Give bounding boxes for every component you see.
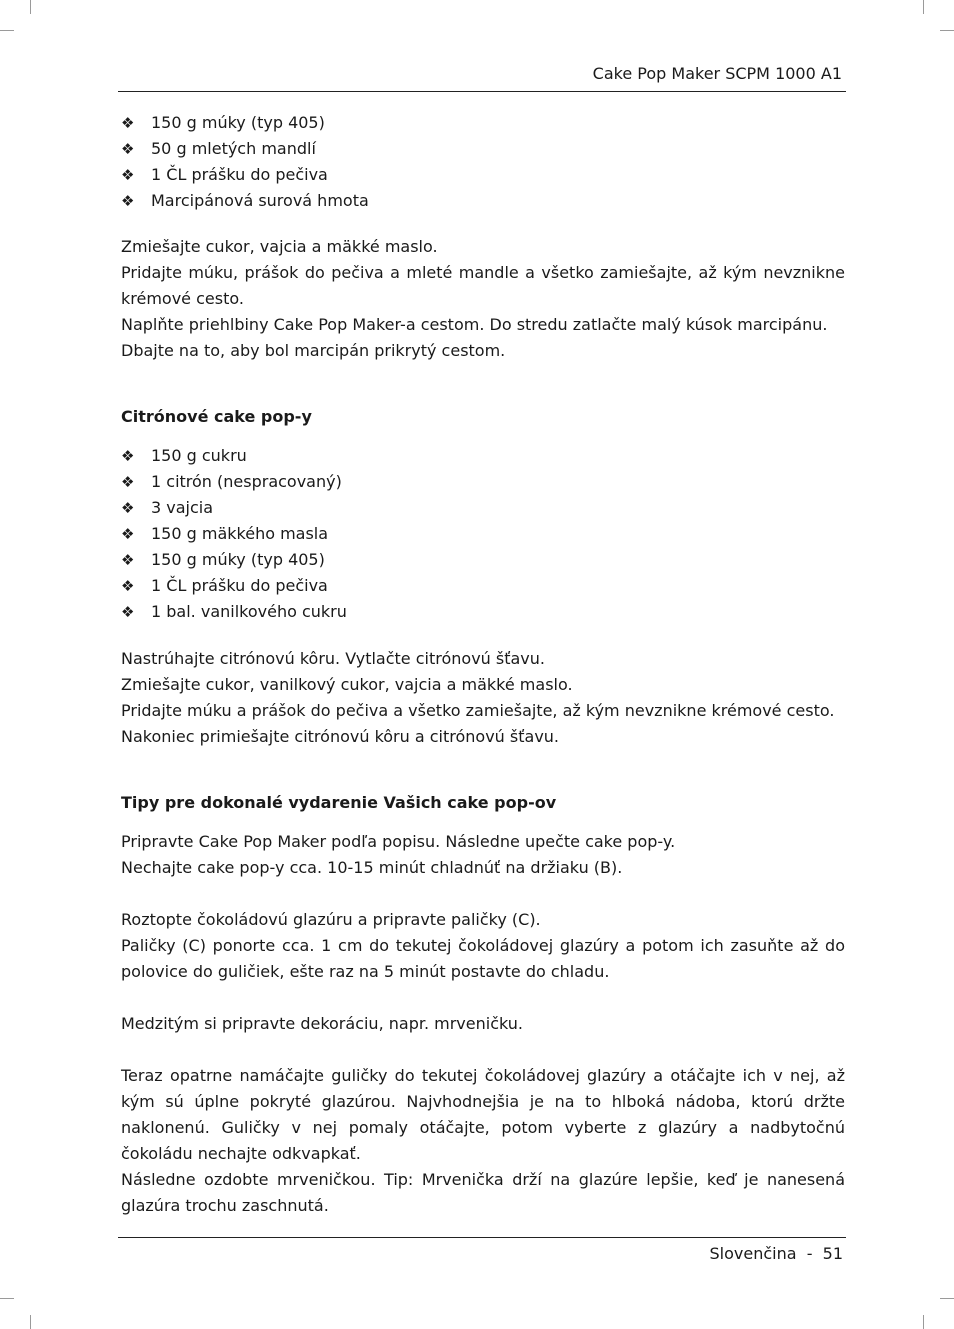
ingredient-list <box>121 110 845 214</box>
crop-mark <box>940 30 954 31</box>
list-item: ❖ Marcipánová surová hmota <box>121 188 845 214</box>
list-item: ❖ 1 citrón (nespracovaný) <box>121 469 845 495</box>
paragraph: Roztopte čokoládovú glazúru a pripravte paličky (C). <box>121 910 541 929</box>
crop-mark <box>0 1298 14 1299</box>
list-item: ❖ 150 g mäkkého masla <box>121 521 845 547</box>
bullet-icon: ❖ <box>121 525 135 543</box>
list-item: ❖ 1 ČL prášku do pečiva <box>121 573 845 599</box>
section-heading: Citrónové cake pop-y <box>121 407 312 426</box>
page-header-title: Cake Pop Maker SCPM 1000 A1 <box>592 64 842 83</box>
list-item: ❖ 1 ČL prášku do pečiva <box>121 162 845 188</box>
bullet-icon: ❖ <box>121 114 135 132</box>
bullet-icon: ❖ <box>121 447 135 465</box>
section-heading: Tipy pre dokonalé vydarenie Vašich cake pop-ov <box>121 793 557 812</box>
paragraph: Pripravte Cake Pop Maker podľa popisu. Následne upečte cake pop-y. <box>121 832 676 851</box>
paragraph: Nastrúhajte citrónovú kôru. Vytlačte citrónovú šťavu. <box>121 649 545 668</box>
paragraph: Teraz opatrne namáčajte guličky do tekutej čokoládovej glazúry a otáčajte ich v nej, až kým sú úplne pokryté glazúrou. Najvhodnejšia je na to hlboká nádoba, ktorú držte naklonenú. Guličky v nej pomaly otáčajte, potom vyberte z glazúry a nadbytočnú čokoládu nechajte odkvapkať. <box>121 1066 845 1163</box>
instructions <box>121 646 845 750</box>
tips <box>121 829 845 1219</box>
paragraph: Medzitým si pripravte dekoráciu, napr. mrveničku. <box>121 1014 523 1033</box>
list-item: ❖ 1 bal. vanilkového cukru <box>121 599 845 625</box>
paragraph: Nechajte cake pop-y cca. 10-15 minút chladnúť na držiaku (B). <box>121 858 623 877</box>
ingredient-list <box>121 443 845 625</box>
bullet-icon: ❖ <box>121 166 135 184</box>
bullet-icon: ❖ <box>121 192 135 210</box>
paragraph: Naplňte priehlbiny Cake Pop Maker-a cestom. Do stredu zatlačte malý kúsok marcipánu. <box>121 315 828 334</box>
main-content <box>121 110 845 1219</box>
list-item: ❖ 50 g mletých mandlí <box>121 136 845 162</box>
list-item: ❖ 150 g múky (typ 405) <box>121 547 845 573</box>
bullet-icon: ❖ <box>121 551 135 569</box>
paragraph: Zmiešajte cukor, vajcia a mäkké maslo. <box>121 237 438 256</box>
crop-mark <box>923 1315 924 1329</box>
paragraph: Pridajte múku, prášok do pečiva a mleté mandle a všetko zamiešajte, až kým nevznikne krémové cesto. <box>121 263 845 308</box>
bullet-icon: ❖ <box>121 473 135 491</box>
bullet-icon: ❖ <box>121 140 135 158</box>
paragraph: Nakoniec primiešajte citrónovú kôru a citrónovú šťavu. <box>121 727 560 746</box>
paragraph: Zmiešajte cukor, vanilkový cukor, vajcia a mäkké maslo. <box>121 675 573 694</box>
list-item: ❖ 150 g múky (typ 405) <box>121 110 845 136</box>
instructions <box>121 234 845 364</box>
paragraph: Paličky (C) ponorte cca. 1 cm do tekutej čokoládovej glazúry a potom ich zasuňte až do polovice do guličiek, ešte raz na 5 minút postavte do chladu. <box>121 936 845 981</box>
crop-mark <box>923 0 924 14</box>
paragraph: Pridajte múku a prášok do pečiva a všetko zamiešajte, až kým nevznikne krémové cesto. <box>121 701 835 720</box>
bullet-icon: ❖ <box>121 603 135 621</box>
footer-rule <box>118 1237 846 1238</box>
paragraph: Dbajte na to, aby bol marcipán prikrytý cestom. <box>121 341 506 360</box>
crop-mark <box>0 30 14 31</box>
list-item: ❖ 3 vajcia <box>121 495 845 521</box>
crop-mark <box>940 1298 954 1299</box>
header-rule <box>118 91 846 92</box>
paragraph: Následne ozdobte mrveničkou. Tip: Mrvenička drží na glazúre lepšie, keď je nanesená glazúra trochu zaschnutá. <box>121 1170 845 1215</box>
crop-mark <box>30 1315 31 1329</box>
bullet-icon: ❖ <box>121 577 135 595</box>
bullet-icon: ❖ <box>121 499 135 517</box>
page-footer: Slovenčina - 51 <box>709 1244 843 1263</box>
crop-mark <box>30 0 31 14</box>
list-item: ❖ 150 g cukru <box>121 443 845 469</box>
